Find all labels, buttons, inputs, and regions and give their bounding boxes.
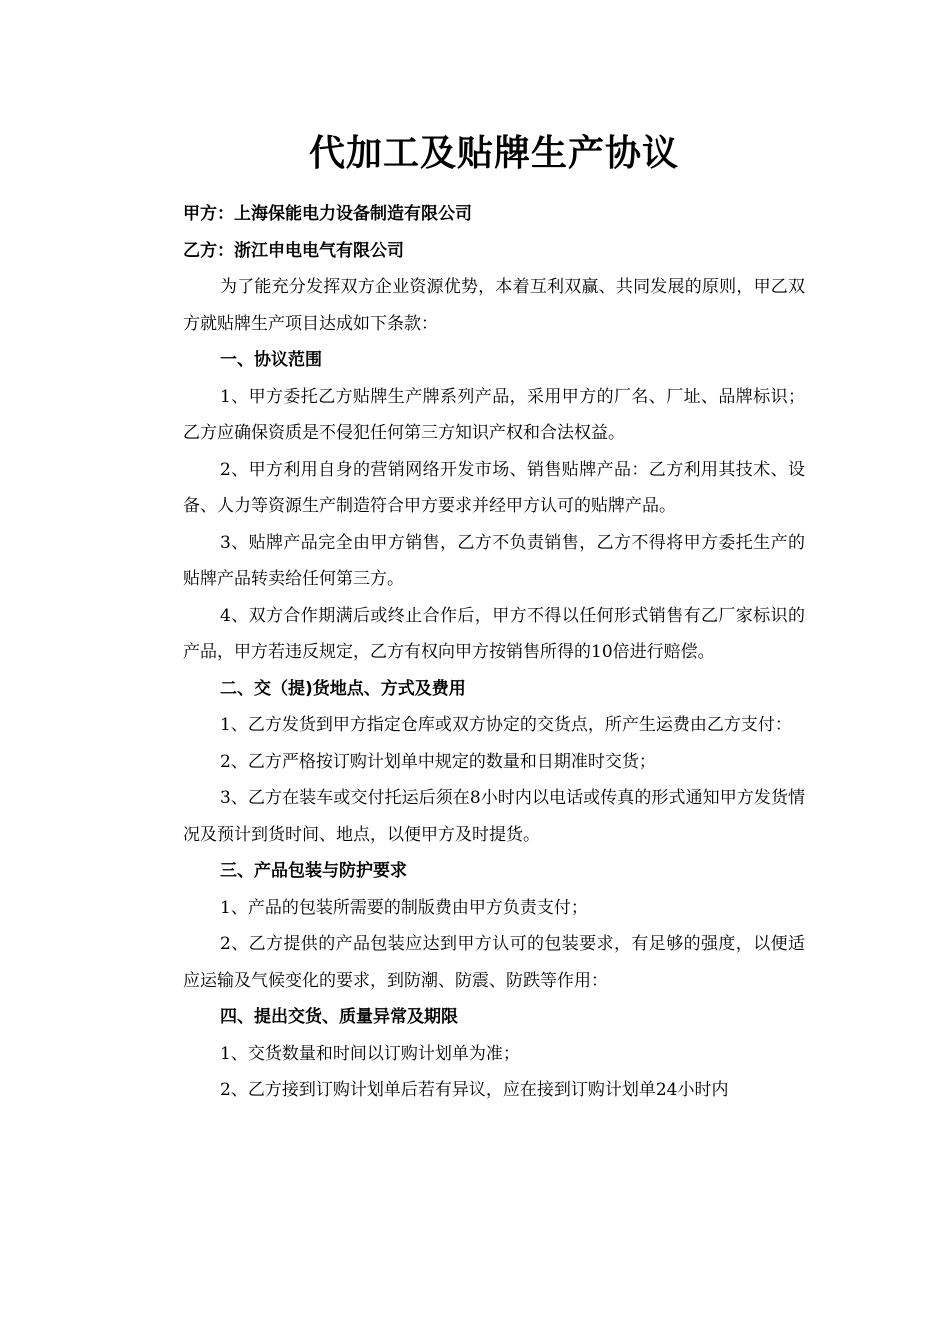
section-heading: 三、产品包装与防护要求 — [220, 861, 407, 881]
clause-paragraph: 3、贴牌产品完全由甲方销售，乙方不负责销售，乙方不得将甲方委托生产的贴牌产品转卖给任何第三方。 — [183, 532, 805, 589]
section-heading: 四、提出交货、质量异常及期限 — [220, 1007, 458, 1027]
clause-paragraph: 4、双方合作期满后或终止合作后，甲方不得以任何形式销售有乙厂家标识的产品，甲方若违反规定，乙方有权向甲方按销售所得的10倍进行赔偿。 — [183, 605, 805, 662]
intro-paragraph: 为了能充分发挥双方企业资源优势，本着互利双赢、共同发展的原则，甲乙双方就贴牌生产项目达成如下条款： — [183, 277, 805, 334]
document-title: 代加工及贴牌生产协议 — [308, 132, 679, 174]
clause-paragraph: 3、乙方在装车或交付托运后须在8小时内以电话或传真的形式通知甲方发货情况及预计到货时间、地点，以便甲方及时提货。 — [183, 788, 805, 845]
party-a: 甲方：上海保能电力设备制造有限公司 — [183, 204, 472, 224]
clause-paragraph: 1、乙方发货到甲方指定仓库或双方协定的交货点，所产生运费由乙方支付： — [220, 715, 792, 735]
document-body — [183, 120, 805, 1109]
clause-paragraph: 2、乙方接到订购计划单后若有异议，应在接到订购计划单24小时内 — [220, 1080, 729, 1100]
section-heading: 二、交（提)货地点、方式及费用 — [220, 678, 466, 699]
clause-paragraph: 2、甲方利用自身的营销网络开发市场、销售贴牌产品：乙方利用其技术、设备、人力等资源生产制造符合甲方要求并经甲方认可的贴牌产品。 — [183, 459, 805, 516]
clause-paragraph: 1、产品的包装所需要的制版费由甲方负责支付； — [220, 897, 588, 918]
clause-paragraph: 2、乙方提供的产品包装应达到甲方认可的包装要求，有足够的强度，以便适应运输及气候变化的要求，到防潮、防震、防跌等作用： — [183, 934, 805, 991]
clause-paragraph: 1、甲方委托乙方贴牌生产牌系列产品，采用甲方的厂名、厂址、品牌标识；乙方应确保资质是不侵犯任何第三方知识产权和合法权益。 — [183, 386, 805, 443]
party-b: 乙方：浙江申电电气有限公司 — [183, 240, 404, 261]
section-heading: 一、协议范围 — [220, 350, 322, 370]
clause-paragraph: 1、交货数量和时间以订购计划单为准； — [220, 1043, 520, 1064]
clause-paragraph: 2、乙方严格按订购计划单中规定的数量和日期准时交货； — [220, 751, 656, 772]
